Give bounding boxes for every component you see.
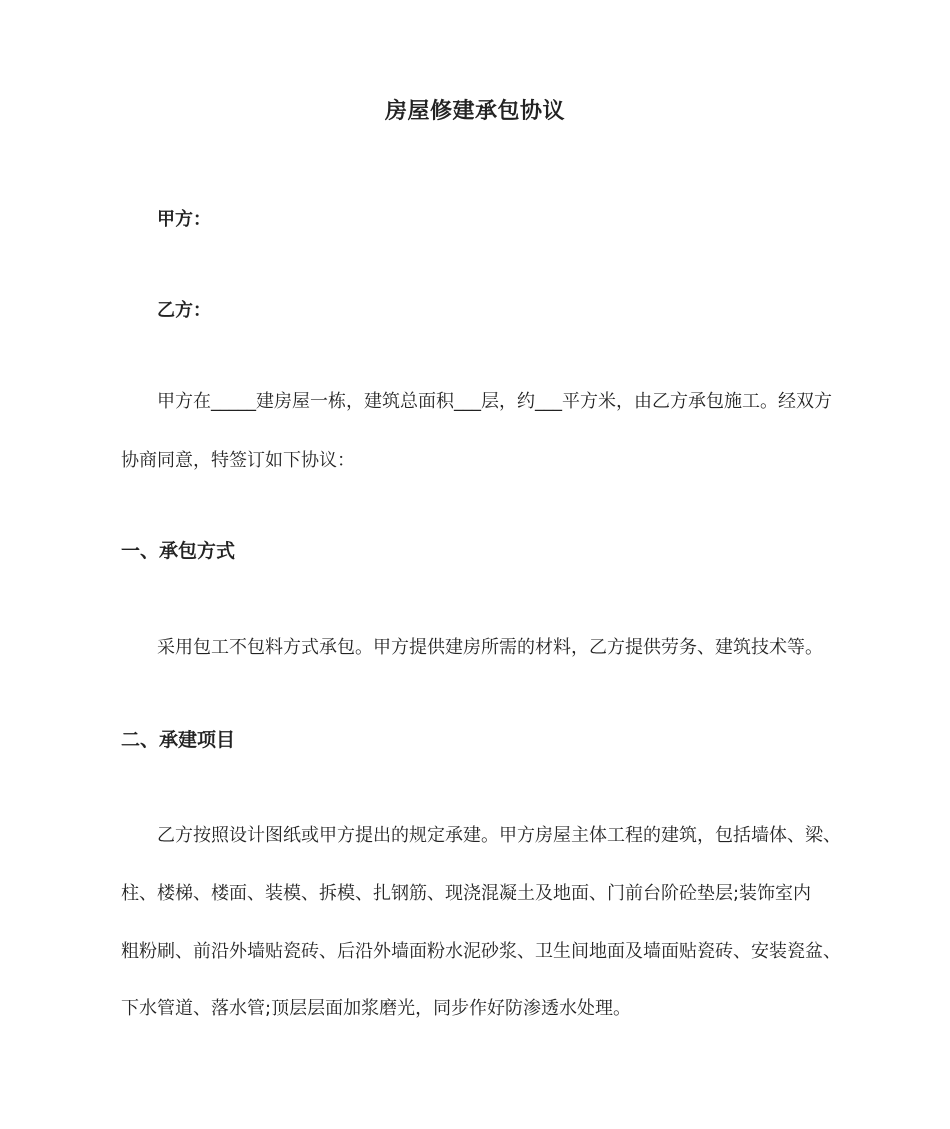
section-2-paragraph-line-2: 柱、楼梯、楼面、装模、拆模、扎钢筋、现浇混凝土及地面、门前台阶砼垫层;装饰室内 — [121, 883, 812, 904]
section-2-paragraph-line-3: 粗粉刷、前沿外墙贴瓷砖、后沿外墙面粉水泥砂浆、卫生间地面及墙面贴瓷砖、安装瓷盆、 — [121, 941, 841, 962]
section-1-paragraph-line-1: 采用包工不包料方式承包。甲方提供建房所需的材料，乙方提供劳务、建筑技术等。 — [157, 637, 823, 658]
section-heading-2: 二、承建项目 — [121, 729, 236, 751]
intro-paragraph-line-1: 甲方在_____建房屋一栋，建筑总面积___层，约___平方米，由乙方承包施工。经双方 — [157, 391, 832, 412]
party-a-label: 甲方： — [157, 209, 211, 230]
intro-paragraph-line-2: 协商同意，特签订如下协议： — [121, 450, 355, 471]
party-b-label: 乙方： — [157, 300, 211, 321]
section-heading-1: 一、承包方式 — [121, 540, 236, 562]
section-2-paragraph-line-1: 乙方按照设计图纸或甲方提出的规定承建。甲方房屋主体工程的建筑，包括墙体、梁、 — [157, 825, 841, 846]
document-title: 房屋修建承包协议 — [384, 99, 565, 124]
section-2-paragraph-line-4: 下水管道、落水管;顶层层面加浆磨光，同步作好防渗透水处理。 — [121, 998, 632, 1019]
